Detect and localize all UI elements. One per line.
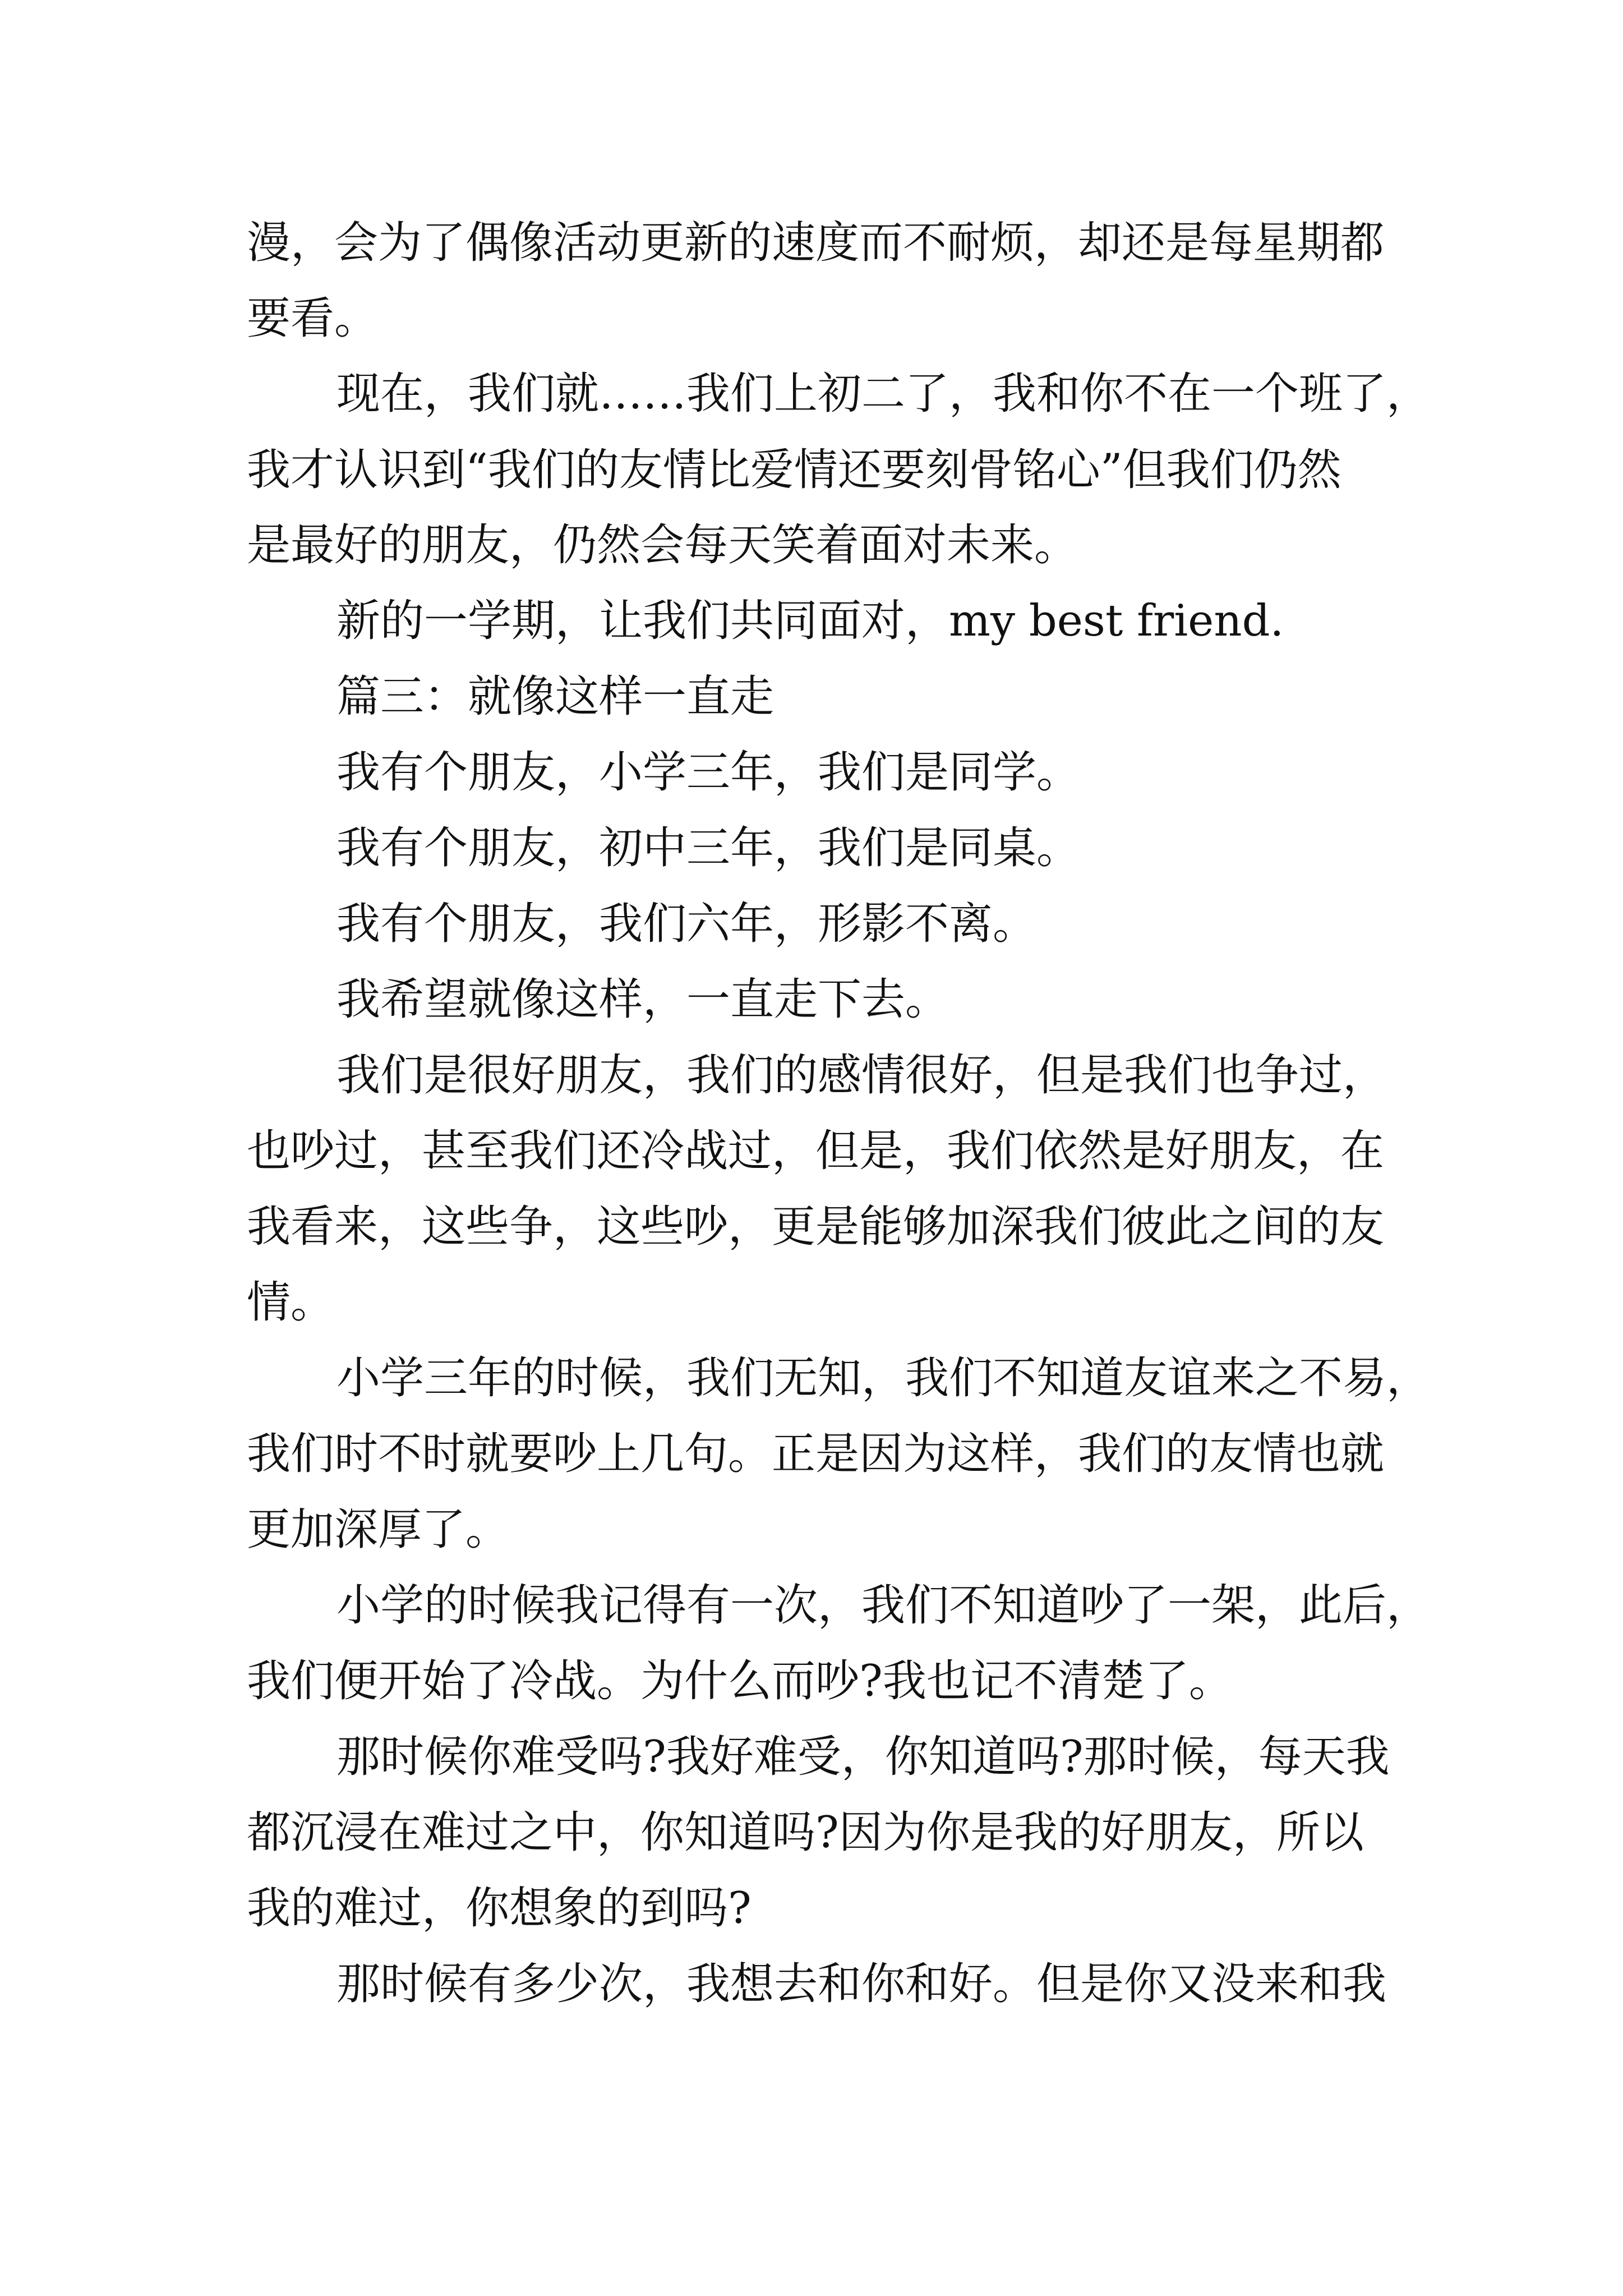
text-line: 那时候有多少次，我想去和你和好。但是你又没来和我 xyxy=(336,1959,1387,2009)
text-line: 我有个朋友，我们六年，形影不离。 xyxy=(336,899,1037,949)
text-line: 我才认识到“我们的友情比爱情还要刻骨铭心”但我们仍然 xyxy=(247,445,1341,495)
text-line: 我有个朋友，初中三年，我们是同桌。 xyxy=(336,823,1081,873)
text-line: 情。 xyxy=(247,1277,335,1328)
text-line: 更加深厚了。 xyxy=(247,1504,510,1555)
text-line: 都沉浸在难过之中，你知道吗?因为你是我的好朋友，所以 xyxy=(247,1807,1364,1858)
text-line: 漫，会为了偶像活动更新的速度而不耐烦，却还是每星期都 xyxy=(247,218,1385,268)
text-line: 是最好的朋友，仍然会每天笑着面对未来。 xyxy=(247,520,1078,570)
text-line: 我们时不时就要吵上几句。正是因为这样，我们的友情也就 xyxy=(247,1429,1385,1479)
text-line: 也吵过，甚至我们还冷战过，但是，我们依然是好朋友，在 xyxy=(247,1126,1385,1176)
text-line: 现在，我们就……我们上初二了，我和你不在一个班了， xyxy=(336,369,1431,419)
text-line: 我们便开始了冷战。为什么而吵?我也记不清楚了。 xyxy=(247,1656,1233,1706)
text-line: 新的一学期，让我们共同面对，my best friend. xyxy=(336,596,1284,646)
text-line: 我的难过，你想象的到吗? xyxy=(247,1883,751,1934)
text-line: 那时候你难受吗?我好难受，你知道吗?那时候，每天我 xyxy=(336,1732,1390,1782)
text-line: 我看来，这些争，这些吵，更是能够加深我们彼此之间的友 xyxy=(247,1202,1385,1252)
text-line: 小学三年的时候，我们无知，我们不知道友谊来之不易， xyxy=(336,1353,1431,1404)
text-line: 我们是很好朋友，我们的感情很好，但是我们也争过， xyxy=(336,1050,1387,1101)
text-line: 小学的时候我记得有一次，我们不知道吵了一架，此后， xyxy=(336,1580,1431,1631)
text-line: 我希望就像这样，一直走下去。 xyxy=(336,974,949,1025)
section-heading: 篇三：就像这样一直走 xyxy=(336,671,774,722)
text-line: 我有个朋友，小学三年，我们是同学。 xyxy=(336,747,1081,798)
text-line: 要看。 xyxy=(247,293,379,344)
